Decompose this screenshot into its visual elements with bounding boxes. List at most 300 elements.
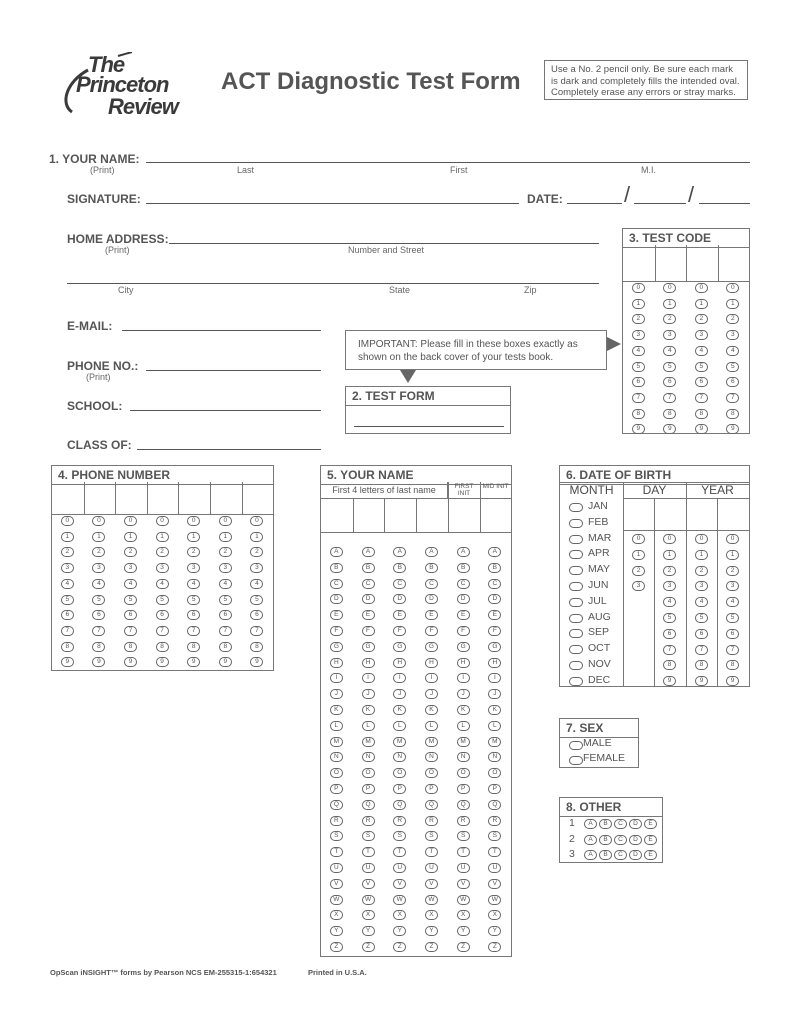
name-bubble-A[interactable]: A	[362, 547, 375, 557]
test-code-bubble-5[interactable]: 5	[663, 362, 676, 372]
name-bubble-Q[interactable]: Q	[457, 800, 470, 810]
name-bubble-Y[interactable]: Y	[457, 926, 470, 936]
date-year-line[interactable]	[699, 203, 750, 204]
phone-number-bubble-1[interactable]: 1	[156, 532, 169, 542]
test-code-bubble-4[interactable]: 4	[726, 346, 739, 356]
phone-number-bubble-4[interactable]: 4	[92, 579, 105, 589]
month-oval-JUN[interactable]	[569, 582, 583, 591]
phone-number-bubble-6[interactable]: 6	[156, 610, 169, 620]
phone-number-bubble-3[interactable]: 3	[61, 563, 74, 573]
name-bubble-B[interactable]: B	[393, 563, 406, 573]
test-code-write-cell[interactable]	[657, 247, 685, 279]
dob-bubble-7[interactable]: 7	[663, 645, 676, 655]
name-bubble-U[interactable]: U	[362, 863, 375, 873]
name-bubble-Z[interactable]: Z	[457, 942, 470, 952]
dob-bubble-2[interactable]: 2	[663, 566, 676, 576]
phone-number-bubble-6[interactable]: 6	[250, 610, 263, 620]
name-bubble-S[interactable]: S	[393, 831, 406, 841]
phone-number-bubble-7[interactable]: 7	[61, 626, 74, 636]
name-bubble-J[interactable]: J	[457, 689, 470, 699]
name-bubble-S[interactable]: S	[457, 831, 470, 841]
test-code-bubble-6[interactable]: 6	[663, 377, 676, 387]
name-bubble-W[interactable]: W	[457, 895, 470, 905]
class-of-line[interactable]	[137, 449, 321, 450]
name-bubble-P[interactable]: P	[425, 784, 438, 794]
name-bubble-L[interactable]: L	[457, 721, 470, 731]
name-bubble-J[interactable]: J	[393, 689, 406, 699]
test-code-bubble-2[interactable]: 2	[695, 314, 708, 324]
test-code-bubble-3[interactable]: 3	[695, 330, 708, 340]
other-bubble-C[interactable]: C	[614, 819, 627, 829]
name-bubble-W[interactable]: W	[393, 895, 406, 905]
name-bubble-K[interactable]: K	[488, 705, 501, 715]
test-code-bubble-1[interactable]: 1	[663, 299, 676, 309]
name-bubble-B[interactable]: B	[362, 563, 375, 573]
name-bubble-V[interactable]: V	[457, 879, 470, 889]
sex-oval-female[interactable]	[569, 756, 583, 765]
date-day-line[interactable]	[634, 203, 686, 204]
other-bubble-C[interactable]: C	[614, 835, 627, 845]
name-bubble-H[interactable]: H	[425, 658, 438, 668]
dob-write-cell[interactable]	[719, 500, 746, 528]
name-bubble-O[interactable]: O	[393, 768, 406, 778]
phone-number-bubble-5[interactable]: 5	[250, 595, 263, 605]
test-code-bubble-7[interactable]: 7	[726, 393, 739, 403]
name-bubble-K[interactable]: K	[362, 705, 375, 715]
name-bubble-V[interactable]: V	[488, 879, 501, 889]
phone-number-bubble-0[interactable]: 0	[250, 516, 263, 526]
phone-number-bubble-3[interactable]: 3	[92, 563, 105, 573]
test-code-bubble-2[interactable]: 2	[632, 314, 645, 324]
phone-number-bubble-2[interactable]: 2	[92, 547, 105, 557]
other-bubble-E[interactable]: E	[644, 850, 657, 860]
phone-number-bubble-9[interactable]: 9	[92, 657, 105, 667]
dob-bubble-5[interactable]: 5	[695, 613, 708, 623]
name-bubble-J[interactable]: J	[330, 689, 343, 699]
name-bubble-G[interactable]: G	[457, 642, 470, 652]
name-bubble-C[interactable]: C	[362, 579, 375, 589]
dob-bubble-0[interactable]: 0	[695, 534, 708, 544]
phone-number-bubble-8[interactable]: 8	[61, 642, 74, 652]
dob-bubble-1[interactable]: 1	[632, 550, 645, 560]
phone-number-bubble-7[interactable]: 7	[124, 626, 137, 636]
phone-number-bubble-0[interactable]: 0	[187, 516, 200, 526]
name-bubble-L[interactable]: L	[330, 721, 343, 731]
name-bubble-D[interactable]: D	[425, 594, 438, 604]
phone-number-bubble-9[interactable]: 9	[156, 657, 169, 667]
name-bubble-I[interactable]: I	[425, 673, 438, 683]
name-bubble-N[interactable]: N	[457, 752, 470, 762]
month-oval-SEP[interactable]	[569, 629, 583, 638]
name-bubble-E[interactable]: E	[362, 610, 375, 620]
phone-number-bubble-2[interactable]: 2	[250, 547, 263, 557]
name-bubble-R[interactable]: R	[362, 816, 375, 826]
dob-bubble-4[interactable]: 4	[726, 597, 739, 607]
phone-number-bubble-6[interactable]: 6	[92, 610, 105, 620]
other-bubble-B[interactable]: B	[599, 819, 612, 829]
name-bubble-J[interactable]: J	[362, 689, 375, 699]
name-bubble-M[interactable]: M	[488, 737, 501, 747]
dob-bubble-6[interactable]: 6	[663, 629, 676, 639]
phone-number-bubble-5[interactable]: 5	[187, 595, 200, 605]
test-code-bubble-7[interactable]: 7	[695, 393, 708, 403]
name-bubble-D[interactable]: D	[330, 594, 343, 604]
test-code-bubble-6[interactable]: 6	[632, 377, 645, 387]
name-bubble-P[interactable]: P	[362, 784, 375, 794]
phone-number-bubble-2[interactable]: 2	[219, 547, 232, 557]
name-bubble-S[interactable]: S	[425, 831, 438, 841]
test-code-bubble-7[interactable]: 7	[663, 393, 676, 403]
name-bubble-M[interactable]: M	[425, 737, 438, 747]
dob-bubble-8[interactable]: 8	[663, 660, 676, 670]
test-code-bubble-5[interactable]: 5	[695, 362, 708, 372]
dob-bubble-5[interactable]: 5	[663, 613, 676, 623]
test-code-bubble-9[interactable]: 9	[726, 424, 739, 434]
phone-number-bubble-1[interactable]: 1	[219, 532, 232, 542]
name-bubble-E[interactable]: E	[330, 610, 343, 620]
name-bubble-T[interactable]: T	[488, 847, 501, 857]
name-bubble-R[interactable]: R	[425, 816, 438, 826]
name-bubble-L[interactable]: L	[488, 721, 501, 731]
name-bubble-D[interactable]: D	[457, 594, 470, 604]
test-code-bubble-8[interactable]: 8	[663, 409, 676, 419]
test-code-bubble-1[interactable]: 1	[632, 299, 645, 309]
name-bubble-U[interactable]: U	[330, 863, 343, 873]
name-bubble-B[interactable]: B	[457, 563, 470, 573]
month-oval-AUG[interactable]	[569, 614, 583, 623]
name-bubble-P[interactable]: P	[393, 784, 406, 794]
test-code-bubble-8[interactable]: 8	[695, 409, 708, 419]
name-bubble-A[interactable]: A	[425, 547, 438, 557]
name-bubble-C[interactable]: C	[425, 579, 438, 589]
name-bubble-O[interactable]: O	[425, 768, 438, 778]
phone-number-bubble-7[interactable]: 7	[156, 626, 169, 636]
dob-bubble-6[interactable]: 6	[695, 629, 708, 639]
test-code-write-cell[interactable]	[625, 247, 653, 279]
phone-number-bubble-3[interactable]: 3	[156, 563, 169, 573]
name-bubble-I[interactable]: I	[362, 673, 375, 683]
name-grid-write-cell[interactable]	[323, 500, 351, 530]
phone-number-write-cell[interactable]	[86, 484, 114, 512]
dob-bubble-2[interactable]: 2	[632, 566, 645, 576]
dob-bubble-0[interactable]: 0	[632, 534, 645, 544]
dob-write-cell[interactable]	[688, 500, 715, 528]
name-bubble-F[interactable]: F	[425, 626, 438, 636]
month-oval-FEB[interactable]	[569, 519, 583, 528]
name-bubble-G[interactable]: G	[330, 642, 343, 652]
phone-number-bubble-6[interactable]: 6	[124, 610, 137, 620]
dob-bubble-7[interactable]: 7	[695, 645, 708, 655]
name-bubble-T[interactable]: T	[393, 847, 406, 857]
name-bubble-T[interactable]: T	[425, 847, 438, 857]
other-bubble-E[interactable]: E	[644, 819, 657, 829]
dob-bubble-1[interactable]: 1	[663, 550, 676, 560]
name-bubble-D[interactable]: D	[393, 594, 406, 604]
name-bubble-P[interactable]: P	[488, 784, 501, 794]
name-bubble-M[interactable]: M	[330, 737, 343, 747]
name-bubble-U[interactable]: U	[488, 863, 501, 873]
name-bubble-Y[interactable]: Y	[488, 926, 501, 936]
name-bubble-V[interactable]: V	[330, 879, 343, 889]
phone-number-bubble-5[interactable]: 5	[124, 595, 137, 605]
phone-number-bubble-0[interactable]: 0	[219, 516, 232, 526]
phone-number-bubble-8[interactable]: 8	[219, 642, 232, 652]
phone-number-bubble-5[interactable]: 5	[156, 595, 169, 605]
dob-bubble-3[interactable]: 3	[726, 581, 739, 591]
name-bubble-A[interactable]: A	[457, 547, 470, 557]
name-bubble-N[interactable]: N	[330, 752, 343, 762]
name-bubble-U[interactable]: U	[393, 863, 406, 873]
phone-number-bubble-7[interactable]: 7	[92, 626, 105, 636]
test-code-bubble-6[interactable]: 6	[695, 377, 708, 387]
name-bubble-X[interactable]: X	[425, 910, 438, 920]
date-month-line[interactable]	[567, 203, 622, 204]
phone-number-bubble-0[interactable]: 0	[92, 516, 105, 526]
phone-number-bubble-3[interactable]: 3	[219, 563, 232, 573]
test-code-bubble-2[interactable]: 2	[726, 314, 739, 324]
phone-number-bubble-4[interactable]: 4	[156, 579, 169, 589]
phone-number-bubble-2[interactable]: 2	[187, 547, 200, 557]
other-bubble-D[interactable]: D	[629, 819, 642, 829]
name-bubble-F[interactable]: F	[488, 626, 501, 636]
phone-number-write-cell[interactable]	[180, 484, 208, 512]
phone-number-bubble-5[interactable]: 5	[219, 595, 232, 605]
other-bubble-D[interactable]: D	[629, 835, 642, 845]
name-bubble-G[interactable]: G	[425, 642, 438, 652]
name-bubble-I[interactable]: I	[488, 673, 501, 683]
phone-number-bubble-0[interactable]: 0	[156, 516, 169, 526]
phone-number-bubble-8[interactable]: 8	[156, 642, 169, 652]
test-code-bubble-9[interactable]: 9	[695, 424, 708, 434]
phone-number-bubble-4[interactable]: 4	[250, 579, 263, 589]
phone-number-bubble-4[interactable]: 4	[124, 579, 137, 589]
name-bubble-L[interactable]: L	[393, 721, 406, 731]
name-bubble-I[interactable]: I	[457, 673, 470, 683]
phone-number-bubble-2[interactable]: 2	[156, 547, 169, 557]
name-bubble-M[interactable]: M	[393, 737, 406, 747]
test-code-bubble-5[interactable]: 5	[632, 362, 645, 372]
phone-number-bubble-3[interactable]: 3	[124, 563, 137, 573]
phone-number-bubble-6[interactable]: 6	[61, 610, 74, 620]
month-oval-DEC[interactable]	[569, 677, 583, 686]
name-bubble-I[interactable]: I	[393, 673, 406, 683]
phone-number-write-cell[interactable]	[244, 484, 272, 512]
phone-number-bubble-1[interactable]: 1	[92, 532, 105, 542]
phone-number-bubble-7[interactable]: 7	[219, 626, 232, 636]
dob-bubble-0[interactable]: 0	[726, 534, 739, 544]
phone-number-bubble-9[interactable]: 9	[250, 657, 263, 667]
dob-bubble-9[interactable]: 9	[695, 676, 708, 686]
name-bubble-Z[interactable]: Z	[362, 942, 375, 952]
phone-number-bubble-8[interactable]: 8	[250, 642, 263, 652]
dob-bubble-4[interactable]: 4	[663, 597, 676, 607]
name-bubble-D[interactable]: D	[488, 594, 501, 604]
phone-number-bubble-4[interactable]: 4	[219, 579, 232, 589]
phone-number-bubble-9[interactable]: 9	[124, 657, 137, 667]
name-bubble-J[interactable]: J	[488, 689, 501, 699]
dob-bubble-5[interactable]: 5	[726, 613, 739, 623]
name-line[interactable]	[146, 162, 750, 163]
name-bubble-Q[interactable]: Q	[393, 800, 406, 810]
dob-bubble-2[interactable]: 2	[726, 566, 739, 576]
phone-number-bubble-8[interactable]: 8	[124, 642, 137, 652]
name-bubble-W[interactable]: W	[488, 895, 501, 905]
name-grid-write-cell[interactable]	[355, 500, 383, 530]
name-bubble-S[interactable]: S	[488, 831, 501, 841]
other-bubble-D[interactable]: D	[629, 850, 642, 860]
month-oval-OCT[interactable]	[569, 645, 583, 654]
test-code-bubble-9[interactable]: 9	[632, 424, 645, 434]
phone-number-bubble-5[interactable]: 5	[61, 595, 74, 605]
month-oval-APR[interactable]	[569, 550, 583, 559]
name-bubble-O[interactable]: O	[457, 768, 470, 778]
test-code-bubble-0[interactable]: 0	[663, 283, 676, 293]
test-code-write-cell[interactable]	[688, 247, 716, 279]
name-bubble-A[interactable]: A	[330, 547, 343, 557]
other-bubble-B[interactable]: B	[599, 835, 612, 845]
name-bubble-H[interactable]: H	[393, 658, 406, 668]
name-bubble-G[interactable]: G	[393, 642, 406, 652]
name-bubble-U[interactable]: U	[425, 863, 438, 873]
name-bubble-K[interactable]: K	[393, 705, 406, 715]
phone-number-write-cell[interactable]	[212, 484, 240, 512]
dob-bubble-4[interactable]: 4	[695, 597, 708, 607]
phone-number-bubble-2[interactable]: 2	[124, 547, 137, 557]
name-bubble-W[interactable]: W	[425, 895, 438, 905]
phone-number-bubble-5[interactable]: 5	[92, 595, 105, 605]
test-code-bubble-4[interactable]: 4	[632, 346, 645, 356]
name-bubble-Y[interactable]: Y	[425, 926, 438, 936]
test-code-bubble-1[interactable]: 1	[726, 299, 739, 309]
name-bubble-Y[interactable]: Y	[330, 926, 343, 936]
test-code-bubble-3[interactable]: 3	[726, 330, 739, 340]
month-oval-MAR[interactable]	[569, 535, 583, 544]
other-bubble-E[interactable]: E	[644, 835, 657, 845]
school-line[interactable]	[130, 410, 321, 411]
name-bubble-L[interactable]: L	[362, 721, 375, 731]
month-oval-MAY[interactable]	[569, 566, 583, 575]
phone-number-bubble-0[interactable]: 0	[61, 516, 74, 526]
email-line[interactable]	[122, 330, 321, 331]
dob-write-cell[interactable]	[625, 500, 652, 528]
dob-bubble-9[interactable]: 9	[663, 676, 676, 686]
name-bubble-X[interactable]: X	[488, 910, 501, 920]
name-bubble-F[interactable]: F	[457, 626, 470, 636]
name-bubble-N[interactable]: N	[362, 752, 375, 762]
name-bubble-R[interactable]: R	[393, 816, 406, 826]
test-code-write-cell[interactable]	[720, 247, 748, 279]
name-bubble-H[interactable]: H	[362, 658, 375, 668]
name-bubble-Z[interactable]: Z	[330, 942, 343, 952]
name-bubble-I[interactable]: I	[330, 673, 343, 683]
name-bubble-W[interactable]: W	[330, 895, 343, 905]
test-code-bubble-4[interactable]: 4	[663, 346, 676, 356]
other-bubble-A[interactable]: A	[584, 819, 597, 829]
test-code-bubble-0[interactable]: 0	[695, 283, 708, 293]
name-bubble-Y[interactable]: Y	[393, 926, 406, 936]
name-bubble-A[interactable]: A	[393, 547, 406, 557]
signature-line[interactable]	[146, 203, 519, 204]
name-bubble-D[interactable]: D	[362, 594, 375, 604]
name-grid-write-cell[interactable]	[386, 500, 414, 530]
name-bubble-H[interactable]: H	[457, 658, 470, 668]
test-code-bubble-6[interactable]: 6	[726, 377, 739, 387]
name-bubble-B[interactable]: B	[488, 563, 501, 573]
name-bubble-Z[interactable]: Z	[393, 942, 406, 952]
name-bubble-X[interactable]: X	[330, 910, 343, 920]
phone-number-bubble-8[interactable]: 8	[187, 642, 200, 652]
phone-number-bubble-3[interactable]: 3	[250, 563, 263, 573]
test-code-bubble-3[interactable]: 3	[632, 330, 645, 340]
other-bubble-B[interactable]: B	[599, 850, 612, 860]
name-bubble-E[interactable]: E	[425, 610, 438, 620]
name-grid-write-cell[interactable]	[482, 500, 510, 530]
name-bubble-E[interactable]: E	[393, 610, 406, 620]
name-bubble-O[interactable]: O	[330, 768, 343, 778]
name-bubble-B[interactable]: B	[425, 563, 438, 573]
test-code-bubble-4[interactable]: 4	[695, 346, 708, 356]
phone-number-write-cell[interactable]	[149, 484, 177, 512]
phone-number-bubble-4[interactable]: 4	[187, 579, 200, 589]
month-oval-NOV[interactable]	[569, 661, 583, 670]
other-bubble-A[interactable]: A	[584, 835, 597, 845]
dob-write-cell[interactable]	[656, 500, 683, 528]
name-bubble-F[interactable]: F	[362, 626, 375, 636]
name-grid-write-cell[interactable]	[418, 500, 446, 530]
month-oval-JAN[interactable]	[569, 503, 583, 512]
dob-bubble-1[interactable]: 1	[726, 550, 739, 560]
name-bubble-N[interactable]: N	[393, 752, 406, 762]
name-bubble-G[interactable]: G	[362, 642, 375, 652]
name-bubble-R[interactable]: R	[488, 816, 501, 826]
name-bubble-Q[interactable]: Q	[362, 800, 375, 810]
phone-number-bubble-8[interactable]: 8	[92, 642, 105, 652]
name-bubble-K[interactable]: K	[330, 705, 343, 715]
name-bubble-V[interactable]: V	[425, 879, 438, 889]
dob-bubble-9[interactable]: 9	[726, 676, 739, 686]
test-code-bubble-2[interactable]: 2	[663, 314, 676, 324]
month-oval-JUL[interactable]	[569, 598, 583, 607]
phone-number-bubble-1[interactable]: 1	[61, 532, 74, 542]
other-bubble-A[interactable]: A	[584, 850, 597, 860]
phone-number-bubble-6[interactable]: 6	[187, 610, 200, 620]
name-bubble-P[interactable]: P	[330, 784, 343, 794]
name-bubble-C[interactable]: C	[330, 579, 343, 589]
name-bubble-X[interactable]: X	[362, 910, 375, 920]
dob-bubble-2[interactable]: 2	[695, 566, 708, 576]
phone-number-bubble-0[interactable]: 0	[124, 516, 137, 526]
phone-number-bubble-9[interactable]: 9	[61, 657, 74, 667]
phone-number-bubble-7[interactable]: 7	[250, 626, 263, 636]
name-bubble-U[interactable]: U	[457, 863, 470, 873]
name-bubble-H[interactable]: H	[488, 658, 501, 668]
test-code-bubble-8[interactable]: 8	[726, 409, 739, 419]
test-code-bubble-8[interactable]: 8	[632, 409, 645, 419]
name-bubble-Q[interactable]: Q	[330, 800, 343, 810]
name-grid-write-cell[interactable]	[450, 500, 478, 530]
name-bubble-X[interactable]: X	[393, 910, 406, 920]
test-code-bubble-3[interactable]: 3	[663, 330, 676, 340]
name-bubble-C[interactable]: C	[488, 579, 501, 589]
test-code-bubble-7[interactable]: 7	[632, 393, 645, 403]
dob-bubble-8[interactable]: 8	[695, 660, 708, 670]
phone-line[interactable]	[146, 370, 321, 371]
dob-bubble-8[interactable]: 8	[726, 660, 739, 670]
city-line[interactable]	[67, 283, 599, 284]
name-bubble-Z[interactable]: Z	[488, 942, 501, 952]
phone-number-bubble-9[interactable]: 9	[187, 657, 200, 667]
phone-number-bubble-7[interactable]: 7	[187, 626, 200, 636]
